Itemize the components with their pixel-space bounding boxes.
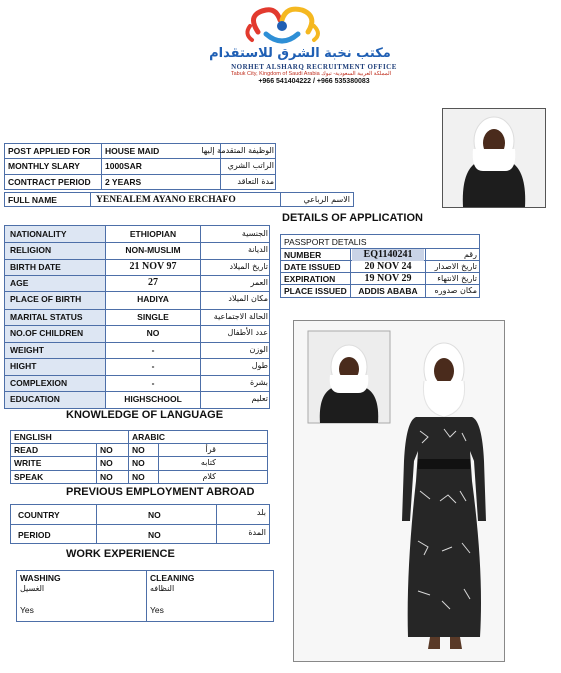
personal-arabic: مكان الميلاد [228,294,268,303]
language-col-arabic: ARABIC [132,432,166,442]
contract-label: CONTRACT PERIOD [8,177,91,187]
office-name-arabic: مكتب نخبة الشرق للاستقدام [209,46,391,61]
row-divider [4,309,270,310]
language-english-value: NO [100,458,113,468]
personal-arabic: الوزن [249,345,268,354]
language-arabic-value: NO [132,458,145,468]
personal-value: HADIYA [137,294,169,304]
personal-arabic: العمر [250,278,268,287]
language-row-arabic: كتابه [200,458,216,467]
personal-label: WEIGHT [10,345,44,355]
personal-arabic: الجنسية [241,229,268,238]
language-col-english: ENGLISH [14,432,52,442]
personal-value: NON-MUSLIM [125,245,181,255]
post-applied-arabic: الوظيفة المتقدمة إليها [201,146,274,155]
personal-label: NO.OF CHILDREN [10,328,84,338]
row-divider [4,291,270,292]
passport-label: PLACE ISSUED [284,286,347,296]
language-arabic-value: NO [132,472,145,482]
row-divider [4,259,270,260]
employment-country-label: COUNTRY [18,510,60,520]
work-item-label: WASHING [20,573,61,583]
passport-label: EXPIRATION [284,274,336,284]
salary-label: MONTHLY SLARY [8,161,80,171]
language-row-arabic: قرأ [205,445,216,454]
row-divider [4,375,270,376]
post-applied-value: HOUSE MAID [105,146,160,156]
personal-label: MARITAL STATUS [10,312,83,322]
personal-arabic: الديانة [247,245,268,254]
personal-label: NATIONALITY [10,229,67,239]
personal-label: BIRTH DATE [10,262,61,272]
language-arabic-value: NO [132,445,145,455]
passport-value: ADDIS ABABA [358,286,418,296]
employment-country-arabic: بلد [256,508,266,517]
language-english-value: NO [100,472,113,482]
employment-heading: PREVIOUS EMPLOYMENT ABROAD [66,486,255,498]
row-divider [4,275,270,276]
personal-value: ETHIOPIAN [129,229,177,239]
personal-value: - [151,345,155,355]
language-heading: KNOWLEDGE OF LANGUAGE [66,409,224,421]
row-divider [4,325,270,326]
row-divider [4,242,270,243]
office-location: Tabuk City, Kingdom of Saudi Arabia المملكة العربية السعودية- تبوك [230,71,392,77]
personal-value: 21 NOV 97 [129,261,177,272]
personal-arabic: تعليم [251,394,268,403]
personal-arabic: تاريخ الميلاد [229,262,268,271]
row-divider [4,358,270,359]
language-english-value: NO [100,445,113,455]
office-phones: +966 541404222 / +966 535380083 [258,78,370,85]
passport-arabic: تاريخ الاصدار [434,262,477,271]
salary-arabic: الراتب الشري [227,161,274,170]
details-heading: DETAILS OF APPLICATION [282,212,423,224]
employment-period-value: NO [148,530,161,540]
passport-value: EQ1140241 [352,249,424,261]
language-row-label: WRITE [14,458,42,468]
fullname-label: FULL NAME [8,195,57,205]
passport-arabic: مكان صدوره [434,286,477,295]
employment-period-arabic: المدة [248,528,266,537]
contract-value: 2 YEARS [105,177,142,187]
passport-arabic: تاريخ الانتهاء [437,274,477,283]
personal-arabic: طول [251,361,268,370]
work-item-value: Yes [20,605,34,615]
full-body-photo [293,320,505,662]
language-row-label: SPEAK [14,472,44,482]
personal-arabic: بشرة [250,378,268,387]
office-name-english: NORHET ALSHARQ RECRUITMENT OFFICE [231,63,397,71]
personal-label: HIGHT [10,361,37,371]
post-applied-label: POST APPLIED FOR [8,146,91,156]
personal-value: NO [146,328,160,338]
personal-arabic: الحالة الاجتماعية [213,312,268,321]
office-logo [236,4,328,50]
fullname-value: YENEALEM AYANO ERCHAFO [96,195,236,205]
portrait-photo [442,108,546,208]
employment-country-value: NO [148,510,161,520]
work-item-label: CLEANING [150,573,195,583]
fullname-arabic: الاسم الرباعي [303,195,350,204]
passport-arabic: رقم [463,250,477,259]
contract-arabic: مدة التعاقد [237,177,274,186]
personal-label: RELIGION [10,245,52,255]
employment-period-label: PERIOD [18,530,51,540]
personal-arabic: عدد الأطفال [227,328,268,337]
row-divider [4,391,270,392]
work-heading: WORK EXPERIENCE [66,548,175,560]
passport-value: 19 NOV 29 [364,273,412,284]
personal-label: EDUCATION [10,394,60,404]
passport-label: NUMBER [284,250,322,260]
passport-label: DATE ISSUED [284,262,341,272]
language-row-arabic: كلام [202,472,216,481]
personal-label: COMPLEXION [10,378,68,388]
personal-value: - [151,361,155,371]
personal-label: AGE [10,278,29,288]
personal-label: PLACE OF BIRTH [10,294,82,304]
personal-value: SINGLE [137,312,169,322]
passport-value: 20 NOV 24 [364,261,412,272]
personal-value: - [151,378,155,388]
work-item-arabic: النظافه [150,584,175,593]
work-item-value: Yes [150,605,164,615]
salary-value: 1000SAR [105,161,142,171]
personal-value: 27 [148,277,158,288]
passport-title: PASSPORT DETALIS [284,237,367,247]
personal-value: HIGHSCHOOL [124,394,182,404]
language-row-label: READ [14,445,39,455]
row-divider [4,342,270,343]
work-item-arabic: الغسيل [20,584,45,593]
